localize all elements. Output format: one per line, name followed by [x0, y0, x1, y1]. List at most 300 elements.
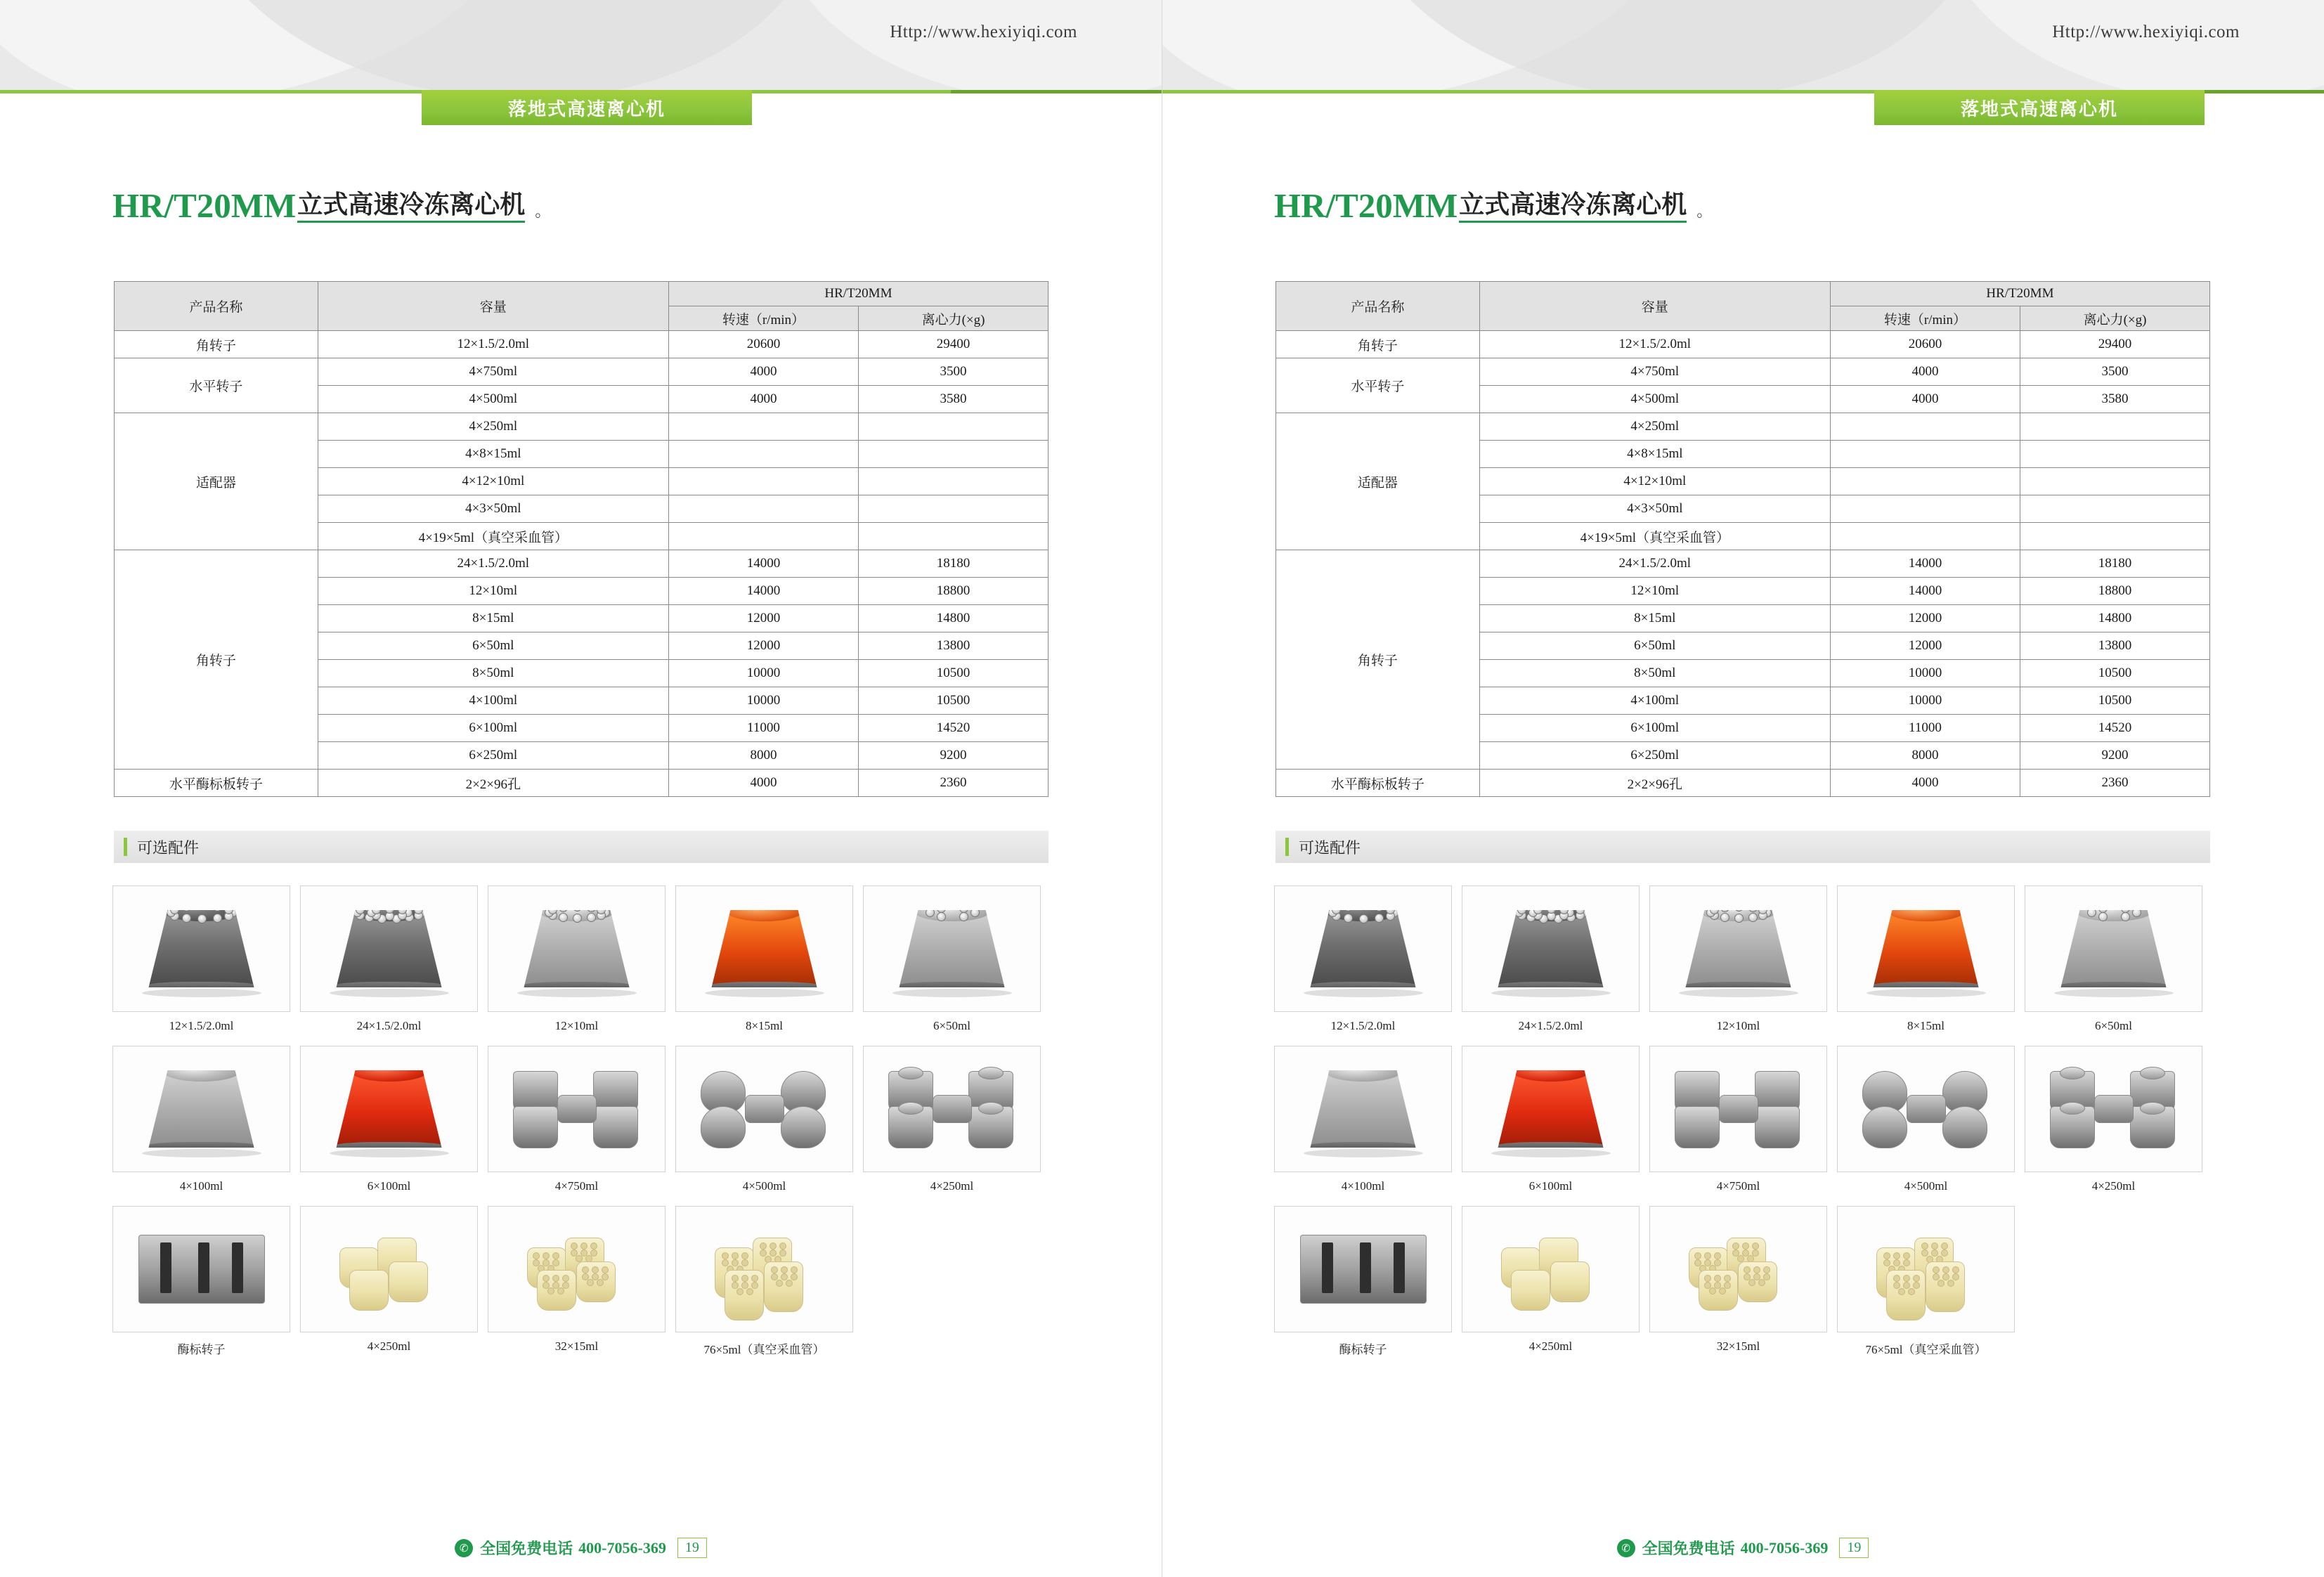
adapter-well-group: [1890, 1273, 1921, 1287]
cell-rcf: 29400: [859, 331, 1049, 358]
plate-slot: [1394, 1242, 1405, 1293]
plate-slot: [198, 1242, 209, 1293]
cell-product-name: 水平酶标板转子: [1276, 770, 1480, 797]
accessory-caption: 8×15ml: [745, 1019, 784, 1032]
cell-rcf: 14520: [2020, 715, 2210, 742]
rotor-body: [1498, 1070, 1604, 1148]
adapter-well: [781, 1273, 788, 1280]
rotor-illustration: [712, 910, 817, 987]
cell-rcf: [859, 523, 1049, 550]
rotor-bucket: [1755, 1106, 1800, 1148]
cell-capacity: 6×50ml: [1479, 632, 1830, 660]
table-row: [1276, 550, 2210, 578]
cell-capacity: 4×250ml: [1479, 413, 1830, 441]
accessory-image: [1837, 1046, 2015, 1172]
rotor-illustration: [1874, 910, 1979, 987]
accessory-item[interactable]: [1649, 885, 1827, 1033]
cell-speed: 8000: [668, 742, 858, 770]
accessories-section-bar: [1275, 831, 2210, 863]
accessory-item[interactable]: [112, 885, 290, 1033]
header-speed: 转速（r/min）: [1830, 306, 2020, 331]
cell-rcf: 2360: [2020, 770, 2210, 797]
rotor-shadow: [1304, 989, 1423, 997]
rotor-hole: [1517, 905, 1526, 914]
adapter-well: [543, 1275, 550, 1282]
accessory-item[interactable]: [675, 885, 853, 1033]
adapter-well: [1752, 1242, 1759, 1250]
rotor-illustration: [1311, 910, 1416, 987]
accessory-image: [1274, 1206, 1452, 1332]
adapter-illustration: [1874, 1231, 1979, 1308]
adapter-well: [1941, 1242, 1948, 1250]
accessory-caption: 6×50ml: [2094, 1019, 2133, 1032]
cell-rcf: [2020, 468, 2210, 495]
cell-speed: 10000: [668, 687, 858, 715]
accessory-image: [1462, 1046, 1640, 1172]
accessory-row: [1274, 1046, 2213, 1193]
table-row: [1276, 358, 2210, 386]
adapter-well: [1694, 1252, 1701, 1259]
rotor-hole: [1758, 905, 1767, 914]
cell-capacity: 8×50ml: [1479, 660, 1830, 687]
rotor-body: [1311, 910, 1416, 987]
adapter-well: [741, 1275, 748, 1282]
cell-speed: 12000: [668, 632, 858, 660]
accessory-row: [1274, 1206, 2213, 1357]
rotor-illustration: [900, 910, 1005, 987]
accessory-item[interactable]: [488, 1206, 666, 1357]
adapter-well: [582, 1266, 589, 1273]
accessory-image: [2025, 885, 2202, 1012]
cell-capacity: 4×500ml: [318, 386, 668, 413]
adapter-well: [562, 1275, 569, 1282]
rotor-shadow: [517, 989, 637, 997]
adapter-well: [580, 1242, 588, 1250]
adapter-illustration: [712, 1231, 817, 1308]
website-url: Http://www.hexiyiqi.com: [890, 22, 1077, 41]
accessory-item[interactable]: [300, 1206, 478, 1357]
adapter-illustration: [1686, 1231, 1791, 1308]
cell-capacity: 4×100ml: [318, 687, 668, 715]
adapter-well-group: [1881, 1251, 1911, 1265]
section-tick: [124, 838, 127, 856]
rotor-hole-ring: [1893, 904, 1960, 920]
accessory-item[interactable]: [1837, 1206, 2015, 1357]
cell-product-name: 水平转子: [115, 358, 318, 413]
rotor-hole: [1539, 902, 1548, 911]
cell-speed: [668, 523, 858, 550]
rotor-shadow: [330, 1149, 449, 1157]
category-tab: 落地式高速离心机: [422, 90, 752, 125]
adapter-well: [1908, 1288, 1915, 1295]
bucket-cap: [2140, 1102, 2165, 1115]
cell-capacity: 12×10ml: [1479, 578, 1830, 605]
adapter-well-group: [1515, 1273, 1546, 1287]
plate-slot: [1360, 1242, 1371, 1293]
cell-capacity: 2×2×96孔: [318, 770, 668, 797]
plate-slot: [232, 1242, 243, 1293]
phone-icon: ✆: [1617, 1539, 1635, 1557]
accessories-section-bar: [114, 831, 1049, 863]
cell-speed: 4000: [668, 386, 858, 413]
page-right: [1162, 0, 2324, 1577]
rotor-hub: [1907, 1095, 1946, 1123]
adapter-well: [770, 1250, 777, 1257]
bucket-cap: [978, 1102, 1004, 1115]
rotor-body: [1686, 910, 1791, 987]
adapter-well-group: [757, 1241, 788, 1255]
adapter-well: [1719, 1287, 1726, 1294]
rotor-hole: [597, 905, 606, 914]
cell-speed: 4000: [1830, 358, 2020, 386]
bucket-cap: [978, 1067, 1004, 1079]
rotor-illustration: [149, 910, 254, 987]
accessory-image: [1649, 1046, 1827, 1172]
cell-rcf: 3500: [2020, 358, 2210, 386]
accessory-image: [488, 1046, 666, 1172]
adapter-well: [1742, 1242, 1749, 1250]
accessory-item[interactable]: [1837, 1046, 2015, 1193]
accessory-image: [1649, 885, 1827, 1012]
adapter-well-group: [353, 1273, 384, 1287]
rotor-illustration: [1686, 910, 1791, 987]
accessory-item[interactable]: [1274, 885, 1452, 1033]
accessory-item[interactable]: [1462, 1206, 1640, 1357]
accessory-item[interactable]: [2025, 1046, 2202, 1193]
rotor-shadow: [142, 989, 261, 997]
adapter-cup: [764, 1261, 803, 1312]
adapter-well: [552, 1275, 559, 1282]
cell-capacity: 4×500ml: [1479, 386, 1830, 413]
adapter-well: [1732, 1242, 1739, 1250]
accessory-item[interactable]: [863, 1046, 1041, 1193]
bucket-cap: [898, 1067, 923, 1079]
rotor-hole: [1359, 902, 1368, 911]
accessory-item[interactable]: [1649, 1046, 1827, 1193]
rotor-hub: [1719, 1095, 1758, 1123]
adapter-well: [1921, 1250, 1928, 1257]
accessory-image: [2025, 1046, 2202, 1172]
cell-rcf: 10500: [859, 660, 1049, 687]
cell-speed: 10000: [668, 660, 858, 687]
rotor-body: [149, 1070, 254, 1148]
adapter-well: [732, 1275, 739, 1282]
rotor-hole: [1554, 902, 1563, 911]
accessory-item[interactable]: [1274, 1206, 1452, 1357]
cell-capacity: 24×1.5/2.0ml: [1479, 550, 1830, 578]
cell-rcf: 2360: [859, 770, 1049, 797]
cell-capacity: 8×50ml: [318, 660, 668, 687]
cell-speed: 4000: [1830, 386, 2020, 413]
header-speed: 转速（r/min）: [668, 306, 858, 331]
rotor-hole: [1734, 902, 1744, 911]
adapter-well-group: [719, 1251, 750, 1265]
cell-capacity: 12×10ml: [318, 578, 668, 605]
cell-speed: [1830, 495, 2020, 523]
plate-slot: [1322, 1242, 1333, 1293]
rotor-hole: [2087, 908, 2096, 917]
accessory-caption: 4×500ml: [742, 1179, 786, 1193]
rotor-illustration: [1498, 910, 1604, 987]
accessory-caption: 12×10ml: [554, 1019, 599, 1032]
cell-rcf: [859, 413, 1049, 441]
cell-speed: 12000: [668, 605, 858, 632]
adapter-well-group: [1919, 1241, 1949, 1255]
adapter-well-group: [1703, 1273, 1734, 1287]
adapter-well: [1931, 1250, 1938, 1257]
rotor-hole-ring: [918, 904, 986, 920]
cell-rcf: 14800: [859, 605, 1049, 632]
accessory-item[interactable]: [675, 1206, 853, 1357]
cell-capacity: 8×15ml: [318, 605, 668, 632]
rotor-hole: [213, 914, 222, 923]
rotor-hole: [356, 905, 365, 914]
rotor-illustration: [524, 910, 630, 987]
accessory-caption: 4×250ml: [1528, 1339, 1573, 1353]
cell-speed: 14000: [668, 578, 858, 605]
cell-rcf: [859, 468, 1049, 495]
adapter-well: [741, 1259, 748, 1266]
adapter-well: [732, 1282, 739, 1289]
cell-capacity: 4×250ml: [318, 413, 668, 441]
cell-speed: 14000: [668, 550, 858, 578]
adapter-illustration: [524, 1231, 630, 1308]
adapter-cup: [1886, 1270, 1926, 1320]
rotor-hole: [197, 902, 207, 911]
adapter-well-group: [393, 1265, 424, 1279]
adapter-well: [746, 1288, 753, 1295]
cell-capacity: 6×100ml: [1479, 715, 1830, 742]
rotor-hub: [745, 1095, 784, 1123]
accessory-image: [1837, 1206, 2015, 1332]
rotor-body: [900, 910, 1005, 987]
adapter-well: [736, 1288, 744, 1295]
rotor-hole-ring: [356, 1065, 423, 1080]
rotor-hole: [1332, 905, 1341, 914]
accessory-caption: 6×50ml: [933, 1019, 971, 1032]
cell-speed: 14000: [1830, 578, 2020, 605]
cell-speed: 4000: [668, 770, 858, 797]
accessory-caption: 6×100ml: [367, 1179, 411, 1193]
adapter-well: [722, 1252, 729, 1259]
adapter-well: [547, 1287, 554, 1294]
accessory-item[interactable]: [1649, 1206, 1827, 1357]
accessory-image: [1462, 885, 1640, 1012]
accessory-image: [863, 1046, 1041, 1172]
accessory-caption: 酶标转子: [1339, 1343, 1387, 1356]
adapter-well: [781, 1266, 788, 1273]
adapter-well: [779, 1242, 786, 1250]
rotor-hole-ring: [1330, 1065, 1397, 1080]
footer-label: 全国免费电话: [480, 1540, 573, 1557]
accessory-item[interactable]: [1274, 1046, 1452, 1193]
cell-capacity: 4×12×10ml: [1479, 468, 1830, 495]
rotor-hole: [1720, 903, 1729, 912]
adapter-well: [722, 1259, 729, 1266]
cell-capacity: 8×15ml: [1479, 605, 1830, 632]
title-description: 立式高速冷冻离心机: [1459, 192, 1687, 223]
cell-capacity: 4×19×5ml（真空采血管）: [1479, 523, 1830, 550]
adapter-cup: [349, 1270, 389, 1311]
rotor-illustration: [149, 1070, 254, 1148]
adapter-well: [1898, 1288, 1905, 1295]
adapter-well-group: [1554, 1265, 1585, 1279]
rotor-shadow: [142, 1149, 261, 1157]
adapter-well: [751, 1282, 758, 1289]
rotor-hole-ring: [543, 904, 611, 920]
accessory-image: [675, 1046, 853, 1172]
adapter-cup: [725, 1270, 764, 1320]
accessory-item[interactable]: [300, 1046, 478, 1193]
cell-product-name: 角转子: [115, 550, 318, 770]
accessory-caption: 12×10ml: [1716, 1019, 1760, 1032]
rotor-hole-ring: [1330, 904, 1397, 920]
cell-capacity: 6×250ml: [318, 742, 668, 770]
accessory-caption: 12×1.5/2.0ml: [169, 1019, 234, 1032]
accessory-image: [112, 1206, 290, 1332]
rotor-bucket: [593, 1106, 638, 1148]
cell-speed: 20600: [1830, 331, 2020, 358]
adapter-well: [760, 1250, 767, 1257]
swing-rotor-illustration: [885, 1067, 1019, 1151]
adapter-well: [770, 1242, 777, 1250]
adapter-well: [1753, 1266, 1760, 1273]
header-capacity: 容量: [1479, 282, 1830, 331]
accessory-caption: 12×1.5/2.0ml: [1330, 1019, 1396, 1032]
swing-rotor-illustration: [1859, 1067, 1993, 1151]
rotor-hole: [224, 905, 233, 914]
cell-rcf: 14800: [2020, 605, 2210, 632]
rotor-hole: [392, 902, 401, 911]
adapter-cup: [1550, 1261, 1590, 1302]
table-row: [115, 413, 1049, 441]
adapter-well: [552, 1252, 559, 1259]
accessory-image: [300, 885, 478, 1012]
title-dot: 。: [535, 202, 551, 220]
rotor-hole: [197, 914, 207, 923]
adapter-well: [1931, 1242, 1938, 1250]
accessory-item[interactable]: [1462, 1046, 1640, 1193]
cell-capacity: 12×1.5/2.0ml: [318, 331, 668, 358]
rotor-hole-ring: [168, 904, 235, 920]
cell-rcf: [2020, 413, 2210, 441]
rotor-hole: [959, 912, 968, 921]
accessory-item[interactable]: [863, 885, 1041, 1033]
spec-table-head: [115, 282, 1049, 331]
accessory-item[interactable]: [112, 1206, 290, 1357]
rotor-hub: [2094, 1095, 2134, 1123]
accessory-item[interactable]: [1837, 885, 2015, 1033]
accessory-image: [863, 885, 1041, 1012]
adapter-well: [1921, 1242, 1928, 1250]
accessory-image: [300, 1046, 478, 1172]
rotor-shadow: [1867, 989, 1986, 997]
cell-rcf: 18800: [2020, 578, 2210, 605]
cell-capacity: 24×1.5/2.0ml: [318, 550, 668, 578]
accessory-item[interactable]: [300, 885, 478, 1033]
adapter-well: [1744, 1266, 1751, 1273]
rotor-body: [337, 1070, 442, 1148]
rotor-hole: [377, 902, 387, 911]
cell-rcf: 13800: [859, 632, 1049, 660]
accessory-item[interactable]: [112, 1046, 290, 1193]
cell-capacity: 6×50ml: [318, 632, 668, 660]
cell-speed: 12000: [1830, 605, 2020, 632]
accessory-image: [675, 885, 853, 1012]
adapter-illustration: [337, 1231, 442, 1308]
cell-capacity: 4×8×15ml: [1479, 441, 1830, 468]
rotor-shadow: [892, 989, 1012, 997]
cell-rcf: [859, 495, 1049, 523]
plate-slot: [160, 1242, 171, 1293]
accessory-item[interactable]: [488, 885, 666, 1033]
cell-product-name: 水平转子: [1276, 358, 1480, 413]
cell-rcf: 9200: [859, 742, 1049, 770]
adapter-cup: [1699, 1270, 1738, 1311]
adapter-well: [1903, 1259, 1910, 1266]
accessory-image: [1462, 1206, 1640, 1332]
rotor-hole: [2132, 908, 2141, 917]
rotor-hole: [1359, 914, 1368, 923]
rotor-hole: [937, 912, 946, 921]
adapter-well: [1903, 1282, 1910, 1289]
rotor-hole: [959, 904, 968, 913]
adapter-well: [771, 1266, 778, 1273]
page-footer: [1162, 1537, 2324, 1559]
rotor-hole: [573, 902, 582, 911]
cell-rcf: [859, 441, 1049, 468]
rotor-body: [524, 910, 630, 987]
rotor-hole: [937, 904, 946, 913]
adapter-well-group: [344, 1251, 375, 1265]
adapter-well: [786, 1280, 793, 1287]
adapter-illustration: [1498, 1231, 1604, 1308]
cell-capacity: 6×250ml: [1479, 742, 1830, 770]
cell-speed: [1830, 523, 2020, 550]
rotor-hole: [213, 902, 222, 911]
cell-speed: 14000: [1830, 550, 2020, 578]
adapter-well: [1903, 1252, 1910, 1259]
title-model: HR/T20MM: [112, 186, 297, 225]
rotor-hole: [926, 908, 935, 917]
rotor-hole: [182, 902, 191, 911]
accessory-item[interactable]: [2025, 885, 2202, 1033]
adapter-well-group: [1731, 1241, 1762, 1255]
cell-capacity: 4×8×15ml: [318, 441, 668, 468]
rotor-hole-ring: [168, 1065, 235, 1080]
rotor-shadow: [1304, 1149, 1423, 1157]
accessory-item[interactable]: [488, 1046, 666, 1193]
rotor-hole: [1344, 902, 1353, 911]
cell-speed: 12000: [1830, 632, 2020, 660]
accessory-item[interactable]: [675, 1046, 853, 1193]
spec-table: [114, 281, 1049, 797]
adapter-well: [791, 1273, 798, 1280]
accessory-item[interactable]: [1462, 885, 1640, 1033]
page-title: [112, 188, 550, 223]
top-banner: [0, 0, 1162, 90]
page-number: 19: [677, 1538, 707, 1558]
adapter-well: [1952, 1266, 1959, 1273]
rotor-hole: [587, 913, 596, 922]
accessory-image: [300, 1206, 478, 1332]
rotor-bucket: [701, 1106, 746, 1148]
cell-speed: 11000: [668, 715, 858, 742]
phone-icon: ✆: [455, 1539, 473, 1557]
adapter-well: [1942, 1273, 1949, 1280]
rotor-body: [1311, 1070, 1416, 1148]
cell-rcf: 13800: [2020, 632, 2210, 660]
